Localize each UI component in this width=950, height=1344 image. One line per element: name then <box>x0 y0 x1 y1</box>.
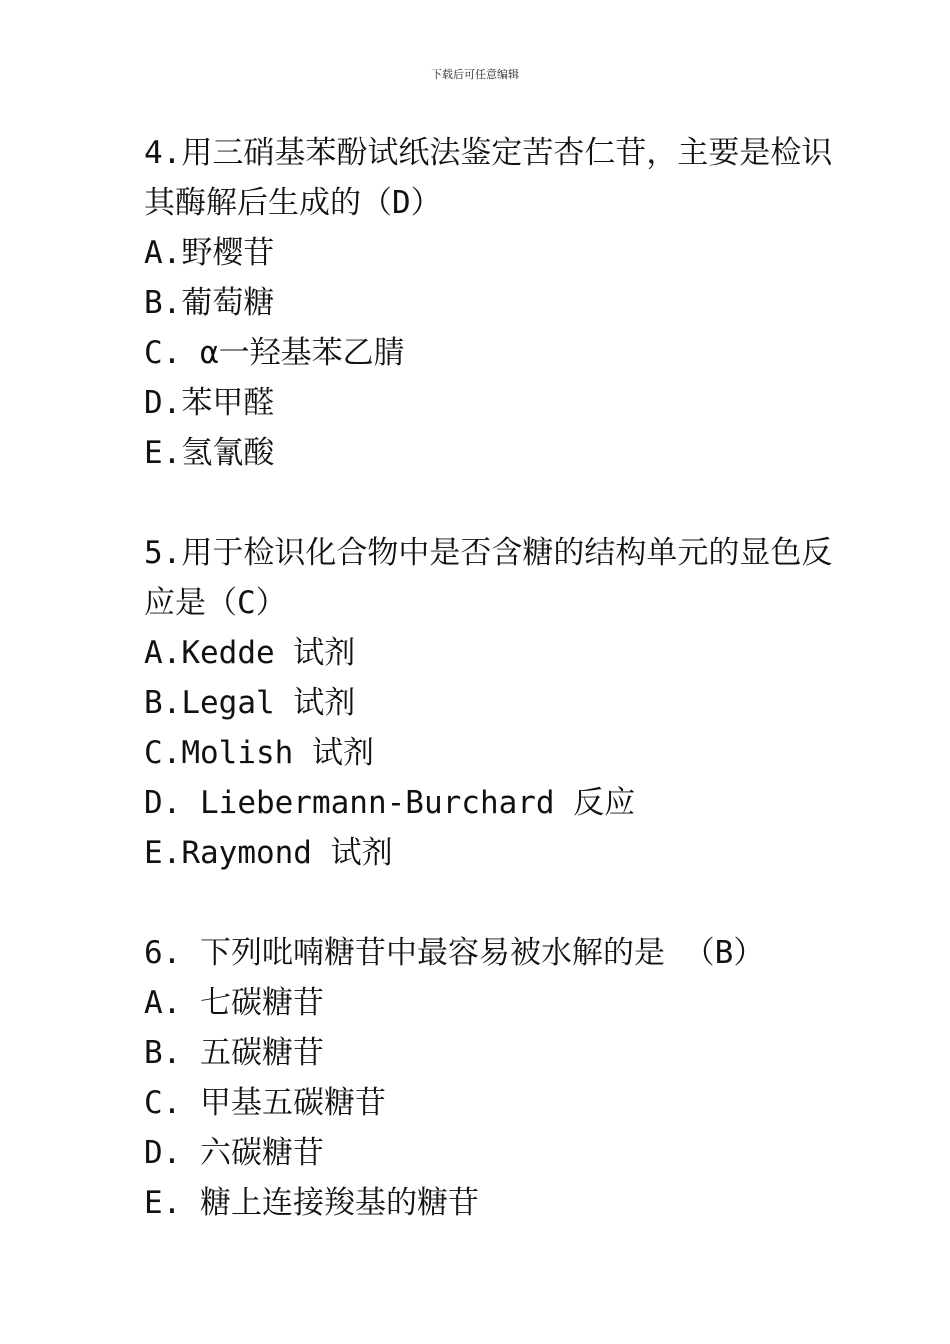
option-d: D. Liebermann-Burchard 反应 <box>144 785 636 821</box>
option-c: C. α一羟基苯乙腈 <box>144 335 405 371</box>
option-b: B. 五碳糖苷 <box>144 1035 324 1071</box>
option-a: A.野樱苷 <box>144 235 275 271</box>
option-a: A. 七碳糖苷 <box>144 985 324 1021</box>
option-e: E.氢氰酸 <box>144 435 275 471</box>
question-text: 6. 下列吡喃糖苷中最容易被水解的是 （B） <box>144 935 765 971</box>
page-header: 下载后可任意编辑 <box>431 68 519 81</box>
question-5 <box>144 528 844 878</box>
option-e: E.Raymond 试剂 <box>144 835 393 871</box>
blank-line <box>144 878 844 928</box>
question-text: 4.用三硝基苯酚试纸法鉴定苦杏仁苷，主要是检识其酶解后生成的（D） <box>144 135 833 221</box>
option-c: C.Molish 试剂 <box>144 735 374 771</box>
blank-line <box>144 478 844 528</box>
option-d: D. 六碳糖苷 <box>144 1135 324 1171</box>
question-text: 5.用于检识化合物中是否含糖的结构单元的显色反应是（C） <box>144 535 833 621</box>
question-4 <box>144 128 844 478</box>
option-a: A.Kedde 试剂 <box>144 635 356 671</box>
option-d: D.苯甲醛 <box>144 385 275 421</box>
option-c: C. 甲基五碳糖苷 <box>144 1085 386 1121</box>
option-b: B.Legal 试剂 <box>144 685 356 721</box>
question-6 <box>144 928 844 1228</box>
document-body <box>144 128 844 1228</box>
option-e: E. 糖上连接羧基的糖苷 <box>144 1185 479 1221</box>
option-b: B.葡萄糖 <box>144 285 275 321</box>
